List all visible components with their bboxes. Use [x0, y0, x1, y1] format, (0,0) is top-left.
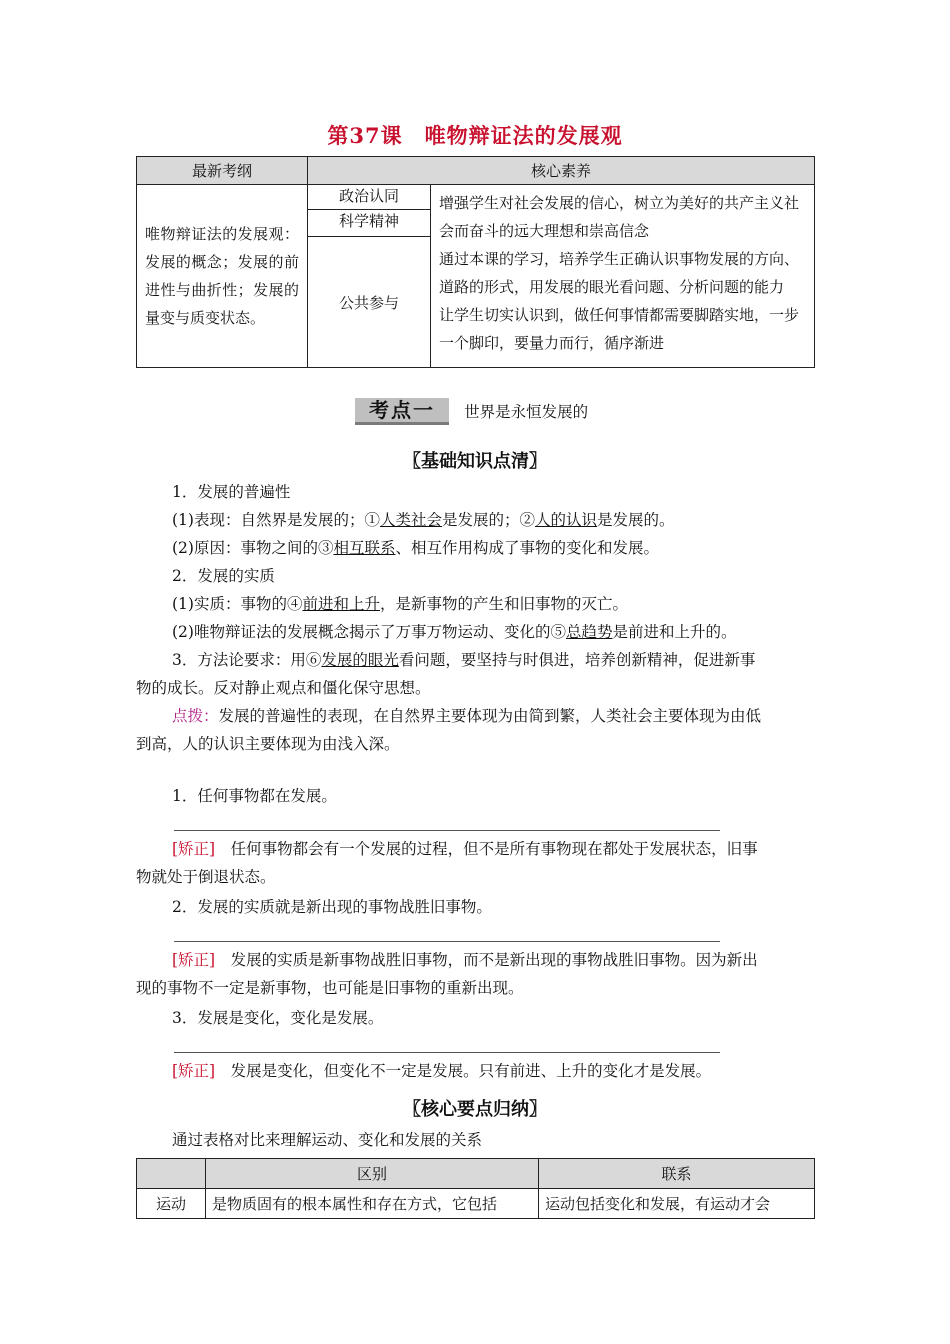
judge-question-1: 1．任何事物都在发展。 [172, 787, 337, 805]
judge-answer-3: [矫正] 发展是变化，但变化不一定是发展。只有前进、上升的变化才是发展。 [172, 1062, 712, 1080]
curriculum-table [136, 156, 815, 368]
literacy-text-cell [431, 185, 815, 368]
judge-answer-2: [矫正] 发展的实质是新事物战胜旧事物，而不是新出现的事物战胜旧事物。因为新出 [172, 951, 758, 969]
literacy-label-science: 科学精神 [308, 210, 431, 237]
section-core-points: 〖核心要点归纳〗 [403, 1099, 547, 1120]
judge-item-2 [136, 893, 816, 1002]
core-intro: 通过表格对比来理解运动、变化和发展的关系 [172, 1131, 483, 1149]
compare-header-blank [137, 1159, 206, 1189]
judge-item-1 [136, 782, 816, 891]
knowledge-p1: (1)表现：自然界是发展的；①人类社会是发展的；②人的认识是发展的。 [172, 511, 675, 529]
knowledge-p3: (1)实质：事物的④前进和上升，是新事物的产生和旧事物的灭亡。 [172, 595, 628, 613]
compare-row-diff: 是物质固有的根本属性和存在方式，它包括 [206, 1189, 539, 1219]
literacy-text-science: 通过本课的学习，培养学生正确认识事物发展的方向、道路的形式，用发展的眼光看问题、分析问题的能力 [439, 250, 800, 296]
section-basic-knowledge: 〖基础知识点清〗 [403, 451, 547, 472]
judge-question-3: 3．发展是变化，变化是发展。 [172, 1009, 384, 1027]
judge-answer-2-cont: 现的事物不一定是新事物，也可能是旧事物的重新出现。 [136, 979, 524, 997]
judge-answer-1-cont: 物就处于倒退状态。 [136, 868, 276, 886]
knowledge-p2: (2)原因：事物之间的③相互联系、相互作用构成了事物的变化和发展。 [172, 539, 659, 557]
compare-row-label: 运动 [137, 1189, 206, 1219]
compare-header-link: 联系 [539, 1159, 815, 1189]
knowledge-h2: 2．发展的实质 [172, 567, 275, 585]
literacy-label-public: 公共参与 [308, 237, 431, 368]
judge-answer-1: [矫正] 任何事物都会有一个发展的过程，但不是所有事物现在都处于发展状态，旧事 [172, 840, 758, 858]
judge-question-2: 2．发展的实质就是新出现的事物战胜旧事物。 [172, 898, 492, 916]
header-literacy: 核心素养 [308, 157, 815, 185]
knowledge-p5: 3．方法论要求：用⑥发展的眼光看问题，要坚持与时俱进，培养创新精神，促进新事 [172, 651, 756, 669]
knowledge-h1: 1．发展的普遍性 [172, 483, 291, 501]
section-core-label: 核心要点归纳 [421, 1099, 529, 1120]
knowledge-hint-cont: 到高，人的认识主要体现为由浅入深。 [136, 735, 400, 753]
knowledge-p4: (2)唯物辩证法的发展概念揭示了万事万物运动、变化的⑤总趋势是前进和上升的。 [172, 623, 737, 641]
page-title: 第37课 唯物辩证法的发展观 [327, 123, 623, 148]
literacy-text-political: 增强学生对社会发展的信心，树立为美好的共产主义社会而奋斗的远大理想和崇高信念 [439, 194, 800, 240]
knowledge-p5-cont: 物的成长。反对静止观点和僵化保守思想。 [136, 679, 431, 697]
literacy-label-political: 政治认同 [308, 185, 431, 210]
answer-line-1 [174, 830, 720, 831]
judge-item-3 [136, 1004, 816, 1085]
knowledge-hint: 点拨：发展的普遍性的表现，在自然界主要体现为由简到繁，人类社会主要体现为由低 [172, 707, 762, 725]
kaodian-header [355, 394, 588, 423]
answer-line-2 [174, 941, 720, 942]
compare-header-diff: 区别 [206, 1159, 539, 1189]
knowledge-block [136, 478, 816, 758]
compare-row-link: 运动包括变化和发展，有运动才会 [539, 1189, 815, 1219]
header-outline: 最新考纲 [137, 157, 308, 185]
literacy-text-public: 让学生切实认识到，做任何事情都需要脚踏实地，一步一个脚印，要量力而行，循序渐进 [439, 306, 800, 352]
section-basic-label: 基础知识点清 [421, 451, 529, 472]
kaodian-title: 世界是永恒发展的 [464, 403, 589, 421]
answer-line-3 [174, 1052, 720, 1053]
compare-table [136, 1158, 815, 1219]
outline-cell: 唯物辩证法的发展观：发展的概念；发展的前进性与曲折性；发展的量变与质变状态。 [137, 185, 308, 368]
kaodian-badge: 考点一 [355, 398, 449, 425]
